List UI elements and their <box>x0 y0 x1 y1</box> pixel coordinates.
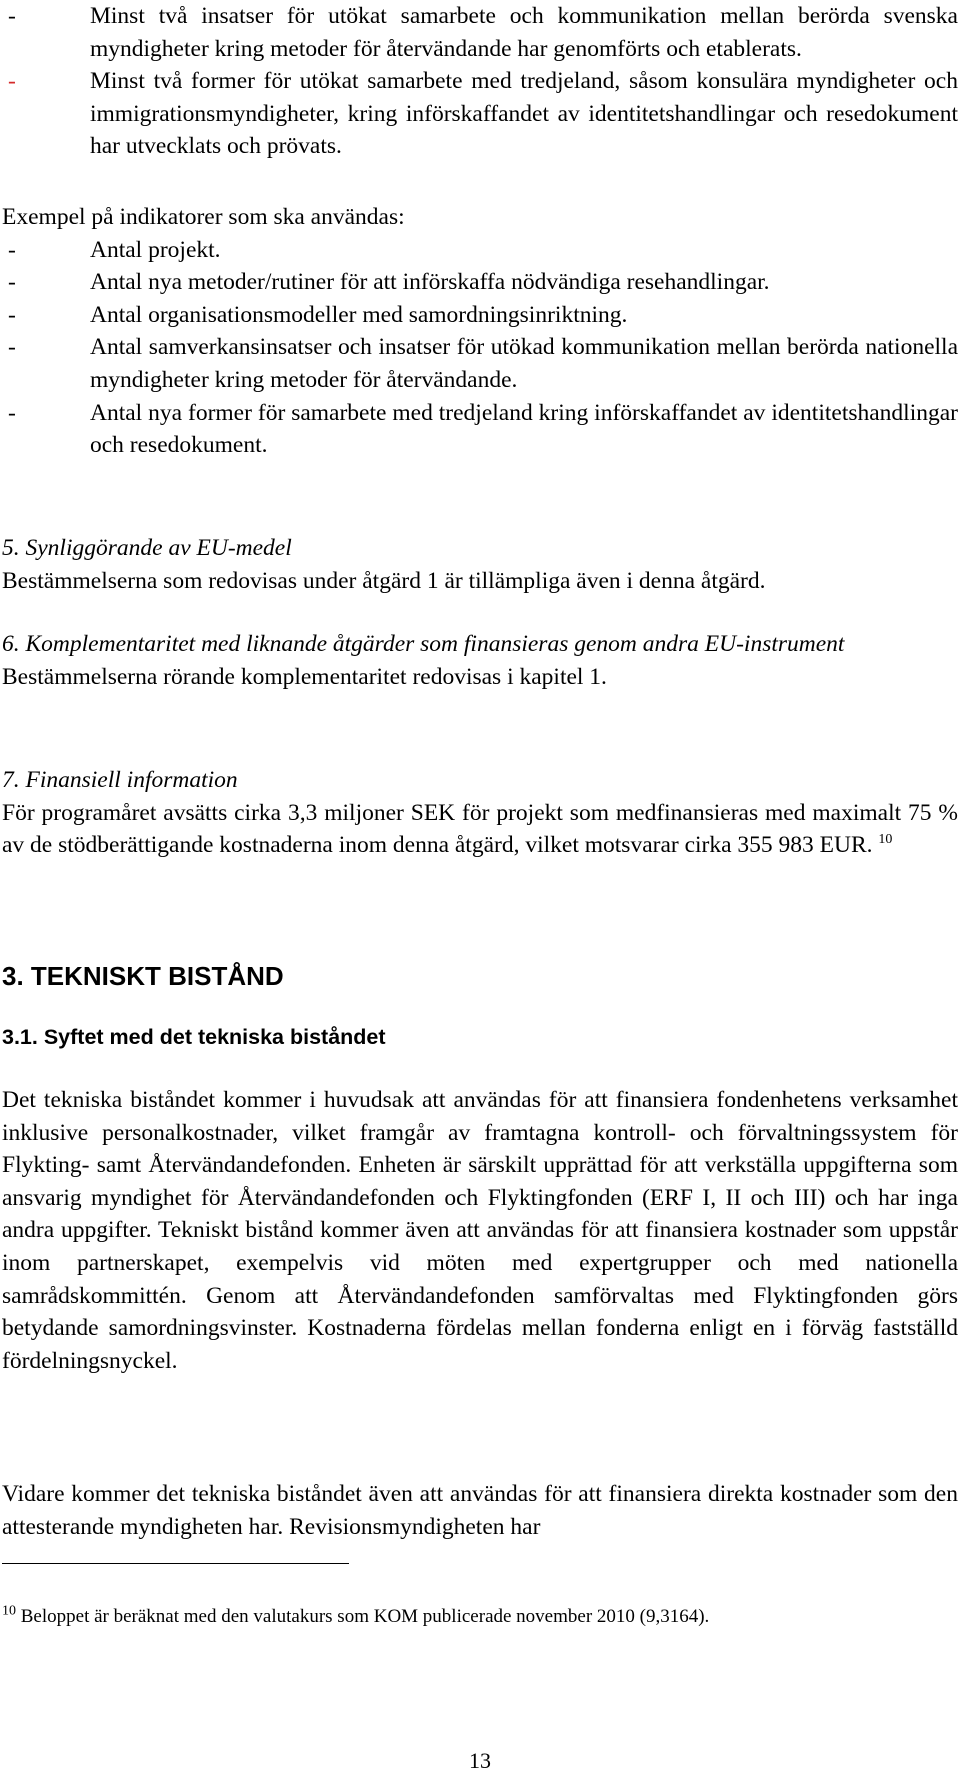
list-item-text: Antal nya former för samarbete med tredjeland kring införskaffandet av identitetshandlingar och resedokument. <box>90 399 958 459</box>
section-6 <box>2 628 958 693</box>
list-item <box>2 299 958 332</box>
list-item-text: Antal organisationsmodeller med samordningsinriktning. <box>90 301 628 328</box>
section-heading: 6. Komplementaritet med liknande åtgärder som finansieras genom andra EU-instrument <box>2 631 845 657</box>
footnote-number: 10 <box>2 1603 16 1619</box>
section-heading: 7. Finansiell information <box>2 767 238 793</box>
chapter-heading-block <box>2 960 958 992</box>
section-5 <box>2 532 958 597</box>
chapter-heading: 3. TEKNISKT BISTÅND <box>2 961 284 991</box>
indicator-section <box>2 201 958 462</box>
page-number: 13 <box>469 1748 491 1773</box>
list-item-text: Antal projekt. <box>90 236 221 263</box>
footnote-separator <box>2 1563 349 1564</box>
list-item-text: Minst två former för utökat samarbete med tredjeland, såsom konsulära myndigheter och immigrationsmyndigheter, kring införskaffandet av identitetshandlingar och resedokument har utvecklats och prövats. <box>90 68 958 160</box>
list-item-text: Antal nya metoder/rutiner för att införskaffa nödvändiga resehandlingar. <box>90 269 770 296</box>
list-dash: - <box>8 399 16 426</box>
list-dash: - <box>8 236 16 263</box>
list-dash: - <box>8 334 16 361</box>
list-dash: - <box>8 3 16 29</box>
footnote <box>2 1604 958 1630</box>
list-item <box>2 331 958 396</box>
list-item <box>2 234 958 267</box>
footnote-reference: 10 <box>878 832 893 848</box>
list-item <box>2 266 958 299</box>
goal-list <box>2 0 958 163</box>
section-7 <box>2 764 958 862</box>
section-text: Bestämmelserna som redovisas under åtgärd 1 är tillämpliga även i denna åtgärd. <box>2 567 766 594</box>
footnote-text: Beloppet är beräknat med den valutakurs som KOM publicerade november 2010 (9,3164). <box>20 1606 710 1627</box>
chapter-paragraph-1 <box>2 1084 958 1377</box>
list-item <box>2 65 958 163</box>
section-text <box>2 797 958 862</box>
list-dash: - <box>8 68 16 95</box>
body-paragraph: Det tekniska biståndet kommer i huvudsak att användas för att finansiera fondenhetens verksamhet inklusive personalkostnader, vilket framgår av framtagna kontroll- och förvaltningssystem för Flykting- samt Återvändandefonden. Enheten är särskilt upprättad för att verkställa uppgifterna som ansvarig myndighet för Återvändandefonden och Flyktingfonden (ERF I, II och III) och har inga andra uppgifter. Tekniskt bistånd kommer även att användas för att finansiera kostnader som uppstår inom partnerskapet, exempelvis vid möten med expertgrupper och med nationella samrådskommittén. Genom att Återvändandefonden samförvaltas med Flyktingfonden görs betydande samordningsvinster. Kostnaderna fördelas mellan fonderna enligt en i förväg fastställd fördelningsnyckel. <box>2 1087 958 1374</box>
section-heading: 5. Synliggörande av EU-medel <box>2 535 292 561</box>
subsection-heading: 3.1. Syftet med det tekniska biståndet <box>2 1025 386 1049</box>
chapter-paragraph-2 <box>2 1478 958 1543</box>
section-text: Bestämmelserna rörande komplementaritet redovisas i kapitel 1. <box>2 663 607 690</box>
list-item <box>2 397 958 462</box>
body-paragraph: Vidare kommer det tekniska biståndet även att användas för att finansiera direkta kostnader som den attesterande myndigheten har. Revisionsmyndigheten har <box>2 1481 958 1540</box>
list-dash: - <box>8 301 16 328</box>
list-item-text: Antal samverkansinsatser och insatser för utökad kommunikation mellan berörda nationella myndigheter kring metoder för återvändande. <box>90 334 958 393</box>
subheading-block <box>2 1022 958 1052</box>
list-item <box>2 0 958 65</box>
list-item-text: Minst två insatser för utökat samarbete och kommunikation mellan berörda svenska myndigheter kring metoder för återvändande har genomförts och etablerats. <box>90 3 958 62</box>
indicator-heading: Exempel på indikatorer som ska användas: <box>2 204 405 230</box>
list-dash: - <box>8 269 16 296</box>
section-text-body: För programåret avsätts cirka 3,3 miljoner SEK för projekt som medfinansieras med maximalt 75 % av de stödberättigande kostnaderna inom denna åtgärd, vilket motsvarar cirka 355 983 EUR. <box>2 799 958 859</box>
